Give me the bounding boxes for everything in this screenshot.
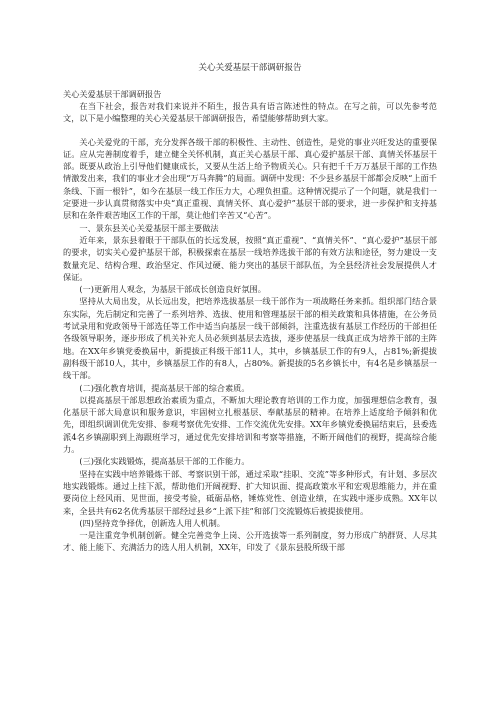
subsection-heading: (二)强化教育培训，提高基层干部的综合素质。 [79,382,250,393]
body-paragraph: 坚持在实践中培养锻炼干部、考察识别干部，通过采取“挂职、交流”等多种形式，有计划、多层次地实践锻炼。通过上挂下派，帮助他们开阔视野、扩大知识面、提高政策水平和宏观思维能力，并在重要岗位上经风雨、见世面，接受考验，砥砺品格，锤炼党性、创造业绩，在实践中逐步成熟。XX年以来，全县共有62名优秀基层干部经过县乡“上派下挂”和部门交流锻炼后被提拔使用。 [63,468,437,516]
subsection-heading: (四)坚持竞争择优，创新选人用人机制。 [79,517,225,528]
document-subtitle: 关心关爱基层干部调研报告 [63,89,162,99]
body-paragraph: 坚持从大局出发，从长远出发，把培养选拔基层一线干部作为一项战略任务来抓。组织部门结合景东实际，先后制定和完善了一系列培养、选拔、使用和管理基层干部的相关政策和具体措施，在公务员考试录用和党政领导干部选任等工作中适当向基层一线干部倾斜，注重选拔有基层工作经历的干部担任各级领导职务，逐步形成了机关补充人员必须到基层去选拔，逐步使基层一线真正成为培养干部的主阵地。在XX年乡镇党委换届中，新提拔正科级干部11人，其中，乡镇基层工作的有9人，占81%;新提拔副科级干部10人，其中，乡镇基层工作的有8人，占80%。新提拔的5名乡镇长中，有4名是乡镇基层一线干部。 [63,296,437,381]
document-title: 关心关爱基层干部调研报告 [198,63,302,73]
intro-paragraph: 在当下社会，报告对我们来说并不陌生，报告具有语言陈述性的特点。在写之前，可以先参考范文，以下是小编整理的关心关爱基层干部调研报告，希望能够帮助到大家。 [63,101,437,124]
body-paragraph: 近年来，景东县着眼于干部队伍的长远发展，按照“真正重视”、“真情关怀”、“真心爱护”基层干部的要求，切实关心爱护基层干部，积极探索在基层一线培养选拔干部的有效方法和途径，努力建设一支数量充足、结构合理、政治坚定、作风过硬、能力突出的基层干部队伍，为全县经济社会发展提供人才保证。 [63,234,437,282]
subsection-heading: (三)强化实践锻炼，提高基层干部的工作能力。 [79,456,250,467]
subsection-heading: (一)更新用人观念，为基层干部成长创造良好氛围。 [79,284,266,295]
body-paragraph: 以提高基层干部思想政治素质为重点，不断加大理论教育培训的工作力度，加强理想信念教育，强化基层干部大局意识和服务意识，牢固树立扎根基层、奉献基层的精神。在培养上适度给予倾斜和优先，即组织调训优先安排、参观考察优先安排、工作交流优先安排。XX年乡镇党委换届结束后，县委选派4名乡镇副职到上海跟班学习，通过优先安排培训和考察等措施，不断开阔他们的视野，提高综合能力。 [63,394,437,455]
body-paragraph: 一是注重竞争机制创新。健全完善竞争上岗、公开选拔等一系列制度，努力形成广纳群贤、人尽其才、能上能下、充满活力的选人用人机制，XX年，印发了《景东县股所级干部 [63,530,437,553]
document-page [63,62,437,554]
body-paragraph: 关心关爱党的干部，充分发挥各级干部的积极性、主动性、创造性，是党的事业兴旺发达的重要保证。应从完善制度着手，建立健全关怀机制，真正关心基层干部、真心爱护基层干部、真情关怀基层干部。既要从政治上引导他们健康成长，又要从生活上给予物质关心。只有把千千万万基层干部的工作热情激发出来，我们的事业才会出现“万马奔腾”的局面。调研中发现：不少县乡基层干部都会反映“上面千条线、下面一根针”，如今在基层一线工作压力大，心理负担重。这种情况提示了一个问题，就是我们一定要进一步认真贯彻落实中央“真正重视、真情关怀、真心爱护”基层干部的要求，进一步保护和支持基层和在条件艰苦地区工作的干部，莫让他们辛苦又“心苦”。 [63,136,437,221]
section-heading: 一、景东县关心关爱基层干部主要做法 [79,222,219,233]
